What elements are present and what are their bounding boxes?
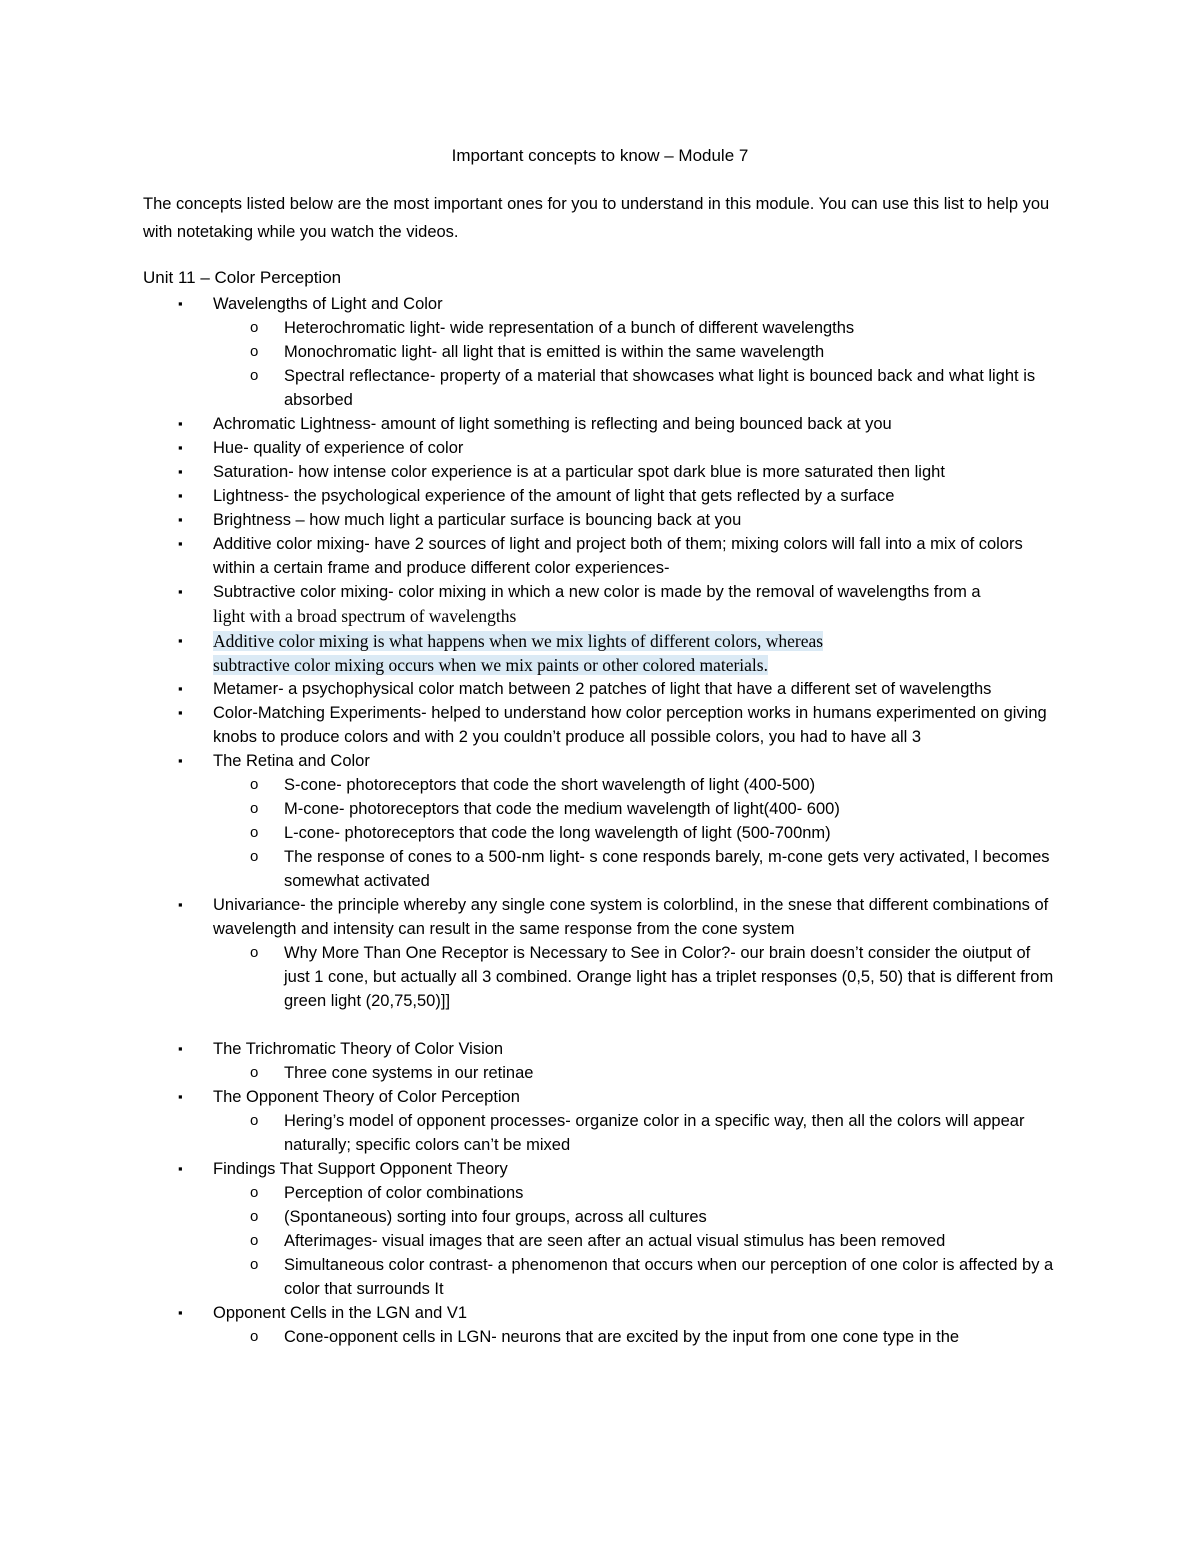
list-item-text: (Spontaneous) sorting into four groups, across all cultures [284, 1208, 707, 1226]
list-item-text: Hue- quality of experience of color [213, 439, 464, 457]
highlighted-list-item [0, 629, 1058, 677]
list-item-text: Cone-opponent cells in LGN- neurons that are excited by the input from one cone type in the [284, 1328, 960, 1346]
list-item-text: Additive color mixing- have 2 sources of light and project both of them; mixing colors will fall into a mix of colors within a certain frame and produce different color experiences- [213, 535, 1023, 577]
circle-bullet-icon: o [250, 1064, 259, 1081]
square-bullet-icon: ▪ [178, 488, 183, 503]
list-item-text: Wavelengths of Light and Color [213, 295, 443, 313]
list-item-text: Color-Matching Experiments- helped to understand how color perception works in humans experimented on giving knobs to produce colors and with 2 you couldn’t produce all possible colors, you had to have all 3 [213, 704, 1047, 746]
list-item [0, 677, 1058, 701]
sub-list-item [0, 1109, 1059, 1157]
circle-bullet-icon: o [250, 824, 259, 841]
square-bullet-icon: ▪ [178, 536, 183, 551]
list-item [0, 436, 1058, 460]
circle-bullet-icon: o [250, 367, 259, 384]
list-item [0, 412, 1058, 436]
list-item-text: Hering’s model of opponent processes- organize color in a specific way, then all the colors will appear naturally; specific colors can’t be mixed [284, 1112, 1025, 1154]
list-item-text: Afterimages- visual images that are seen after an actual visual stimulus has been removed [284, 1232, 946, 1250]
sub-list-item [0, 364, 1059, 412]
list-item-text: Perception of color combinations [284, 1184, 524, 1202]
sub-list-item [0, 797, 1059, 821]
sub-list-item [0, 941, 1059, 1013]
list-item [0, 1301, 1058, 1325]
list-item-text: Findings That Support Opponent Theory [213, 1160, 508, 1178]
list-item-text: Brightness – how much light a particular surface is bouncing back at you [213, 511, 742, 529]
blank-line [0, 1013, 1200, 1037]
square-bullet-icon: ▪ [178, 1041, 183, 1056]
list-item-text: Monochromatic light- all light that is emitted is within the same wavelength [284, 343, 825, 361]
list-item-text: Achromatic Lightness- amount of light something is reflecting and being bounced back at you [213, 415, 892, 433]
square-bullet-icon: ▪ [178, 633, 183, 648]
concept-list [0, 292, 1200, 1349]
sub-list-item [0, 1061, 1059, 1085]
list-item-text: The Trichromatic Theory of Color Vision [213, 1040, 504, 1058]
list-item-text: The response of cones to a 500-nm light- s cone responds barely, m-cone gets very activated, l becomes somewhat activated [284, 848, 1050, 890]
intro-paragraph: The concepts listed below are the most important ones for you to understand in this module. You can use this list to help you with notetaking while you watch the videos. [143, 195, 1050, 241]
circle-bullet-icon: o [250, 1184, 259, 1201]
list-item [0, 532, 1058, 580]
list-item-text: Univariance- the principle whereby any single cone system is colorblind, in the snese that different combinations of wavelength and intensity can result in the same response from the cone system [213, 896, 1049, 938]
circle-bullet-icon: o [250, 1232, 259, 1249]
page-title: Important concepts to know – Module 7 [451, 146, 749, 165]
list-item-text: Three cone systems in our retinae [284, 1064, 534, 1082]
sub-list-item [0, 845, 1059, 893]
square-bullet-icon: ▪ [178, 1305, 183, 1320]
square-bullet-icon: ▪ [178, 296, 183, 311]
sub-list-item [0, 340, 1059, 364]
list-item-text: The Opponent Theory of Color Perception [213, 1088, 520, 1106]
list-item-text: The Retina and Color [213, 752, 370, 770]
list-item [0, 508, 1058, 532]
square-bullet-icon: ▪ [178, 897, 183, 912]
list-item [0, 1037, 1058, 1061]
circle-bullet-icon: o [250, 343, 259, 360]
list-item-text-continuation: light with a broad spectrum of wavelengths [213, 606, 517, 626]
list-item [0, 893, 1058, 941]
square-bullet-icon: ▪ [178, 753, 183, 768]
circle-bullet-icon: o [250, 1328, 259, 1345]
list-item-text: S-cone- photoreceptors that code the short wavelength of light (400-500) [284, 776, 816, 794]
list-item-text: Opponent Cells in the LGN and V1 [213, 1304, 468, 1322]
circle-bullet-icon: o [250, 776, 259, 793]
sub-list-item [0, 1181, 1059, 1205]
list-item [0, 749, 1058, 773]
square-bullet-icon: ▪ [178, 705, 183, 720]
square-bullet-icon: ▪ [178, 464, 183, 479]
list-item [0, 1157, 1058, 1181]
list-item [0, 1085, 1058, 1109]
sub-list-item [0, 316, 1059, 340]
unit-heading: Unit 11 – Color Perception [143, 268, 342, 287]
list-item-text: Heterochromatic light- wide representation of a bunch of different wavelengths [284, 319, 855, 337]
sub-list-item [0, 821, 1059, 845]
list-item-text: L-cone- photoreceptors that code the long wavelength of light (500-700nm) [284, 824, 831, 842]
circle-bullet-icon: o [250, 848, 259, 865]
sub-list-item [0, 1325, 1059, 1349]
list-item-text: Metamer- a psychophysical color match between 2 patches of light that have a different set of wavelengths [213, 680, 992, 698]
list-item-text: Why More Than One Receptor is Necessary to See in Color?- our brain doesn’t consider the oiutput of just 1 cone, but actually all 3 combined. Orange light has a triplet responses (0,5, 50) that is different from green light (20,75,50)]] [284, 944, 1054, 1010]
list-item-text: Subtractive color mixing- color mixing in which a new color is made by the removal of wavelengths from a [213, 583, 981, 601]
circle-bullet-icon: o [250, 319, 259, 336]
square-bullet-icon: ▪ [178, 440, 183, 455]
square-bullet-icon: ▪ [178, 681, 183, 696]
sub-list-item [0, 773, 1059, 797]
circle-bullet-icon: o [250, 1208, 259, 1225]
list-item-text: Saturation- how intense color experience is at a particular spot dark blue is more saturated then light [213, 463, 945, 481]
list-item [0, 580, 1058, 629]
list-item [0, 460, 1058, 484]
circle-bullet-icon: o [250, 1256, 259, 1273]
list-item-text: Lightness- the psychological experience of the amount of light that gets reflected by a surface [213, 487, 895, 505]
circle-bullet-icon: o [250, 944, 259, 961]
sub-list-item [0, 1205, 1059, 1229]
list-item-text: Simultaneous color contrast- a phenomenon that occurs when our perception of one color is affected by a color that surrounds It [284, 1256, 1054, 1298]
list-item [0, 292, 1058, 316]
list-item-text: Spectral reflectance- property of a material that showcases what light is bounced back and what light is absorbed [284, 367, 1036, 409]
sub-list-item [0, 1253, 1059, 1301]
square-bullet-icon: ▪ [178, 1161, 183, 1176]
square-bullet-icon: ▪ [178, 512, 183, 527]
circle-bullet-icon: o [250, 800, 259, 817]
list-item-text: M-cone- photoreceptors that code the medium wavelength of light(400- 600) [284, 800, 840, 818]
circle-bullet-icon: o [250, 1112, 259, 1129]
square-bullet-icon: ▪ [178, 1089, 183, 1104]
sub-list-item [0, 1229, 1059, 1253]
list-item [0, 701, 1058, 749]
square-bullet-icon: ▪ [178, 584, 183, 599]
highlighted-text: Additive color mixing is what happens when we mix lights of different colors, whereas [213, 631, 824, 651]
highlighted-text: subtractive color mixing occurs when we mix paints or other colored materials. [213, 655, 768, 675]
list-item [0, 484, 1058, 508]
square-bullet-icon: ▪ [178, 416, 183, 431]
